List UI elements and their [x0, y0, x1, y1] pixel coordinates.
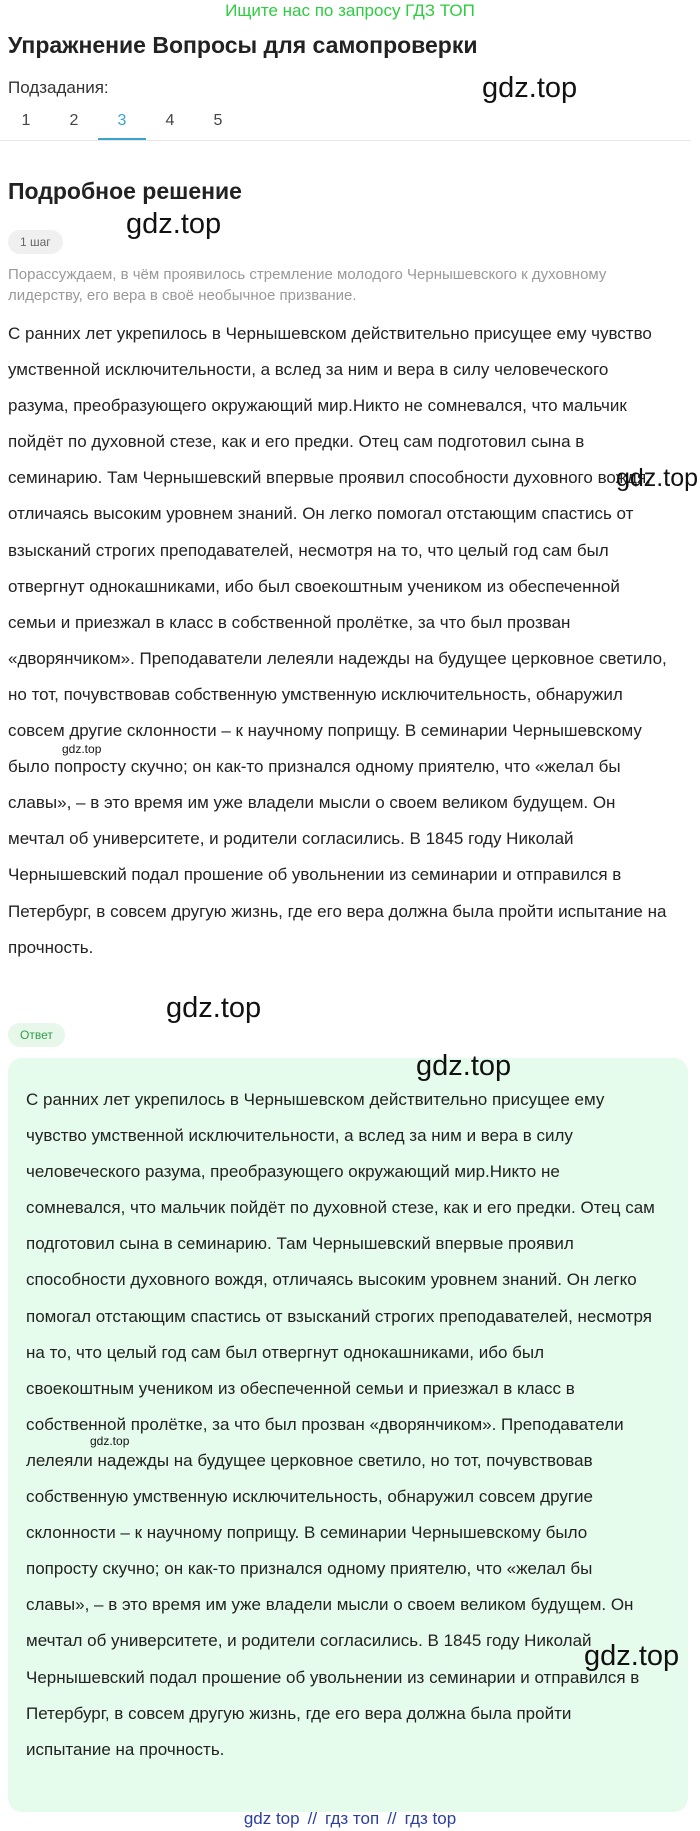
top-banner: Ищите нас по запросу ГДЗ ТОП [225, 1, 475, 20]
subtasks-label: Подзадания: [8, 78, 109, 97]
footer-separator: // [307, 1809, 318, 1828]
solution-hint: Порассуждаем, в чём проявилось стремление молодого Чернышевского к духовному лидерству, его вера в своё необычное призвание. [8, 266, 607, 304]
solution-heading: Подробное решение [8, 178, 242, 204]
watermark: gdz.top [416, 1050, 512, 1082]
watermark: gdz.top [166, 992, 262, 1024]
subtask-tab-3[interactable]: 3 [98, 104, 146, 140]
subtask-tab-1[interactable]: 1 [21, 112, 31, 129]
watermark: gdz.top [616, 464, 699, 492]
subtask-tab-4[interactable]: 4 [165, 112, 175, 129]
solution-text: С ранних лет укрепилось в Чернышевском действительно присущее ему чувство умственной исключительности, а вслед за ним и вера в силу человеческого разума, преобразующего окружающий мир.Никто не сомневался, что мальчик пойдёт по духовной стезе, как и его предки. Отец сам подготовил сына в семинарию. Там Чернышевский впервые проявил способности духовного вождя, отличаясь высоким уровнем знаний. Он легко помогал отстающим спастись от взысканий строгих преподавателей, несмотря на то, что целый год сам был отвергнут однокашниками, ибо был своекоштным учеником из обеспеченной семьи и приезжал в класс в собственной пролётке, за что был прозван «дворянчиком». Преподаватели лелеяли надежды на будущее церковное светило, но тот, почувствовав собственную умственную исключительность, обнаружил совсем другие склонности – к научному поприщу. В семинарии Чернышевскому было попросту скучно; он как-то признался одному приятелю, что «желал бы славы», – в это время им уже владели мысли о своем великом будущем. Он мечтал об университете, и родители согласились. В 1845 году Николай Чернышевский подал прошение об увольнении из семинарии и отправился в Петербург, в совсем другую жизнь, где его вера должна была пройти испытание на прочность. [8, 324, 667, 957]
subtask-tabs [0, 104, 690, 141]
watermark: gdz.top [126, 208, 222, 240]
watermark: gdz.top [90, 1434, 130, 1448]
page-title: Упражнение Вопросы для самопроверки [8, 32, 478, 58]
watermark: gdz.top [62, 742, 102, 756]
footer-link-3[interactable]: гдз top [404, 1809, 457, 1828]
watermark: gdz.top [482, 72, 578, 104]
subtask-tab-2[interactable]: 2 [69, 112, 79, 129]
answer-badge: Ответ [8, 1023, 65, 1047]
answer-text: С ранних лет укрепилось в Чернышевском действительно присущее ему чувство умственной исключительности, а вслед за ним и вера в силу человеческого разума, преобразующего окружающий мир.Никто не сомневался, что мальчик пойдёт по духовной стезе, как и его предки. Отец сам подготовил сына в семинарию. Там Чернышевский впервые проявил способности духовного вождя, отличаясь высоким уровнем знаний. Он легко помогал отстающим спастись от взысканий строгих преподавателей, несмотря на то, что целый год сам был отвергнут однокашниками, ибо был своекоштным учеником из обеспеченной семьи и приезжал в класс в собственной пролётке, за что был прозван «дворянчиком». Преподаватели лелеяли надежды на будущее церковное светило, но тот, почувствовав собственную умственную исключительность, обнаружил совсем другие склонности – к научному поприщу. В семинарии Чернышевскому было попросту скучно; он как-то признался одному приятелю, что «желал бы славы», – в это время им уже владели мысли о своем великом будущем. Он мечтал об университете, и родители согласились. В 1845 году Николай Чернышевский подал прошение об увольнении из семинарии и отправился в Петербург, в совсем другую жизнь, где его вера должна была пройти испытание на прочность. [26, 1090, 655, 1759]
footer-link-1[interactable]: gdz top [243, 1809, 300, 1828]
footer-separator: // [387, 1809, 397, 1828]
footer-link-2[interactable]: гдз топ [325, 1809, 380, 1828]
subtask-tab-5[interactable]: 5 [213, 112, 223, 129]
watermark: gdz.top [584, 1640, 680, 1672]
step-badge: 1 шаг [8, 230, 63, 254]
footer [0, 1808, 700, 1830]
